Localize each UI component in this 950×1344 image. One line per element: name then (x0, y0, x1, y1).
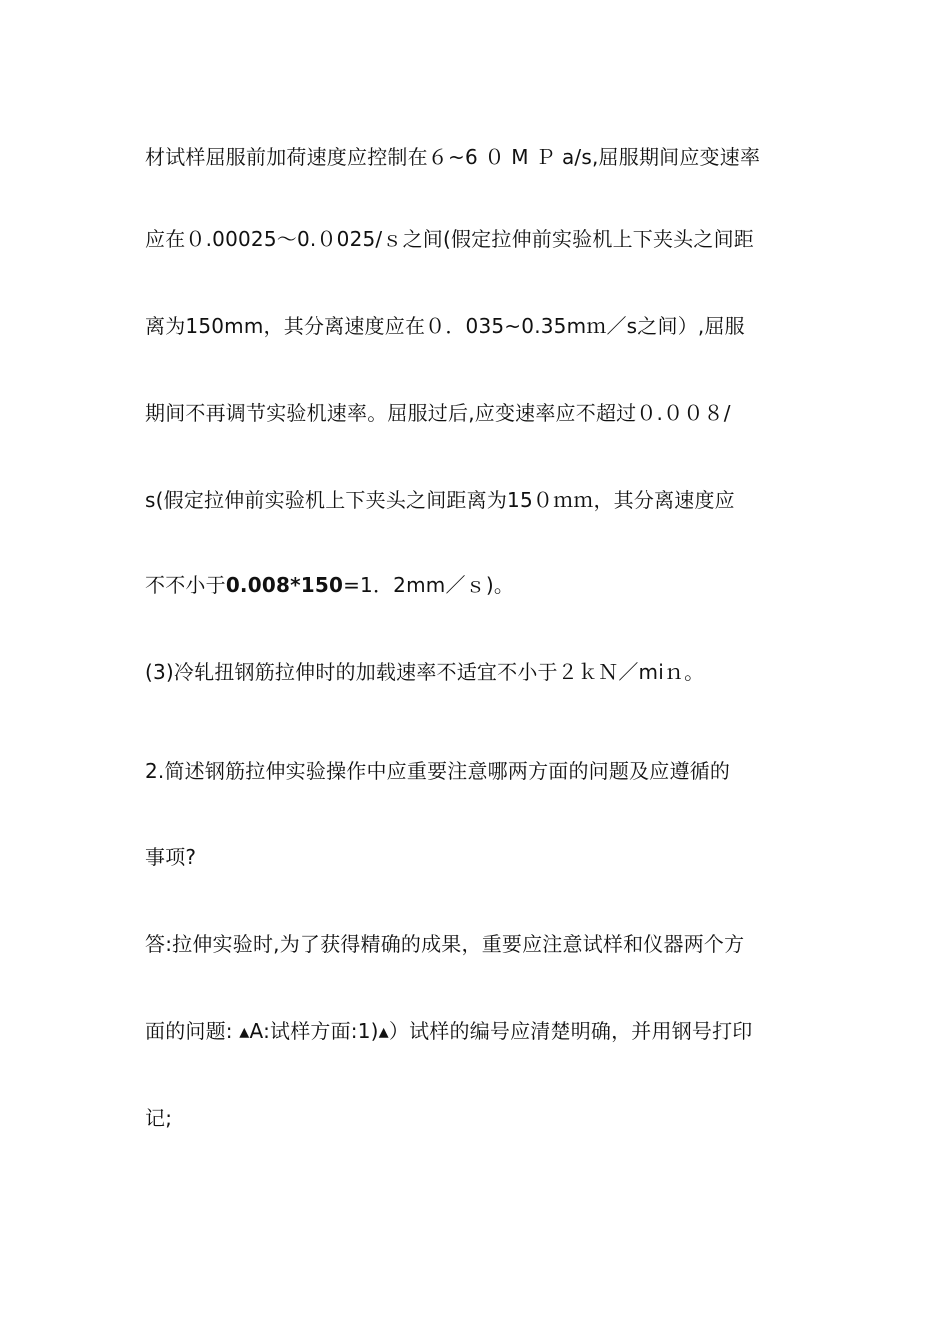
text-line-6 (145, 571, 825, 599)
text-line-11: 面的问题: ▴A:试样方面:1)▴）试样的编号应清楚明确，并用钢号打印 (145, 1019, 753, 1043)
text-line-6-bold-formula: 0.008*150 (225, 573, 344, 597)
text-line-2: 应在０.00025～0.０025/ｓ之间(假定拉伸前实验机上下夹头之间距 (145, 227, 754, 251)
text-line-1: 材试样屈服前加荷速度应控制在６~6 ０ M Ｐ a/s,屈服期间应变速率 (145, 145, 761, 169)
text-line-4: 期间不再调节实验机速率。屈服过后,应变速率应不超过０.００８/ (145, 401, 731, 425)
text-line-5: s(假定拉伸前实验机上下夹头之间距离为15０ｍｍ，其分离速度应 (145, 488, 735, 512)
text-line-8: 2.简述钢筋拉伸实验操作中应重要注意哪两方面的问题及应遵循的 (145, 759, 731, 783)
text-line-6-suffix: =1．2mm／ｓ)。 (343, 573, 515, 597)
text-line-6-prefix: 不不小于 (145, 573, 226, 597)
text-line-12: 记; (145, 1106, 173, 1130)
text-line-9: 事项? (145, 845, 197, 869)
text-line-7: (3)冷轧扭钢筋拉伸时的加载速率不适宜不小于２ｋＮ／miｎ。 (145, 660, 705, 684)
text-line-10: 答:拉伸实验时,为了获得精确的成果，重要应注意试样和仪器两个方 (145, 932, 745, 956)
text-line-3: 离为150mm，其分离速度应在０．035~0.35mｍ／s之间）,屈服 (145, 314, 745, 338)
